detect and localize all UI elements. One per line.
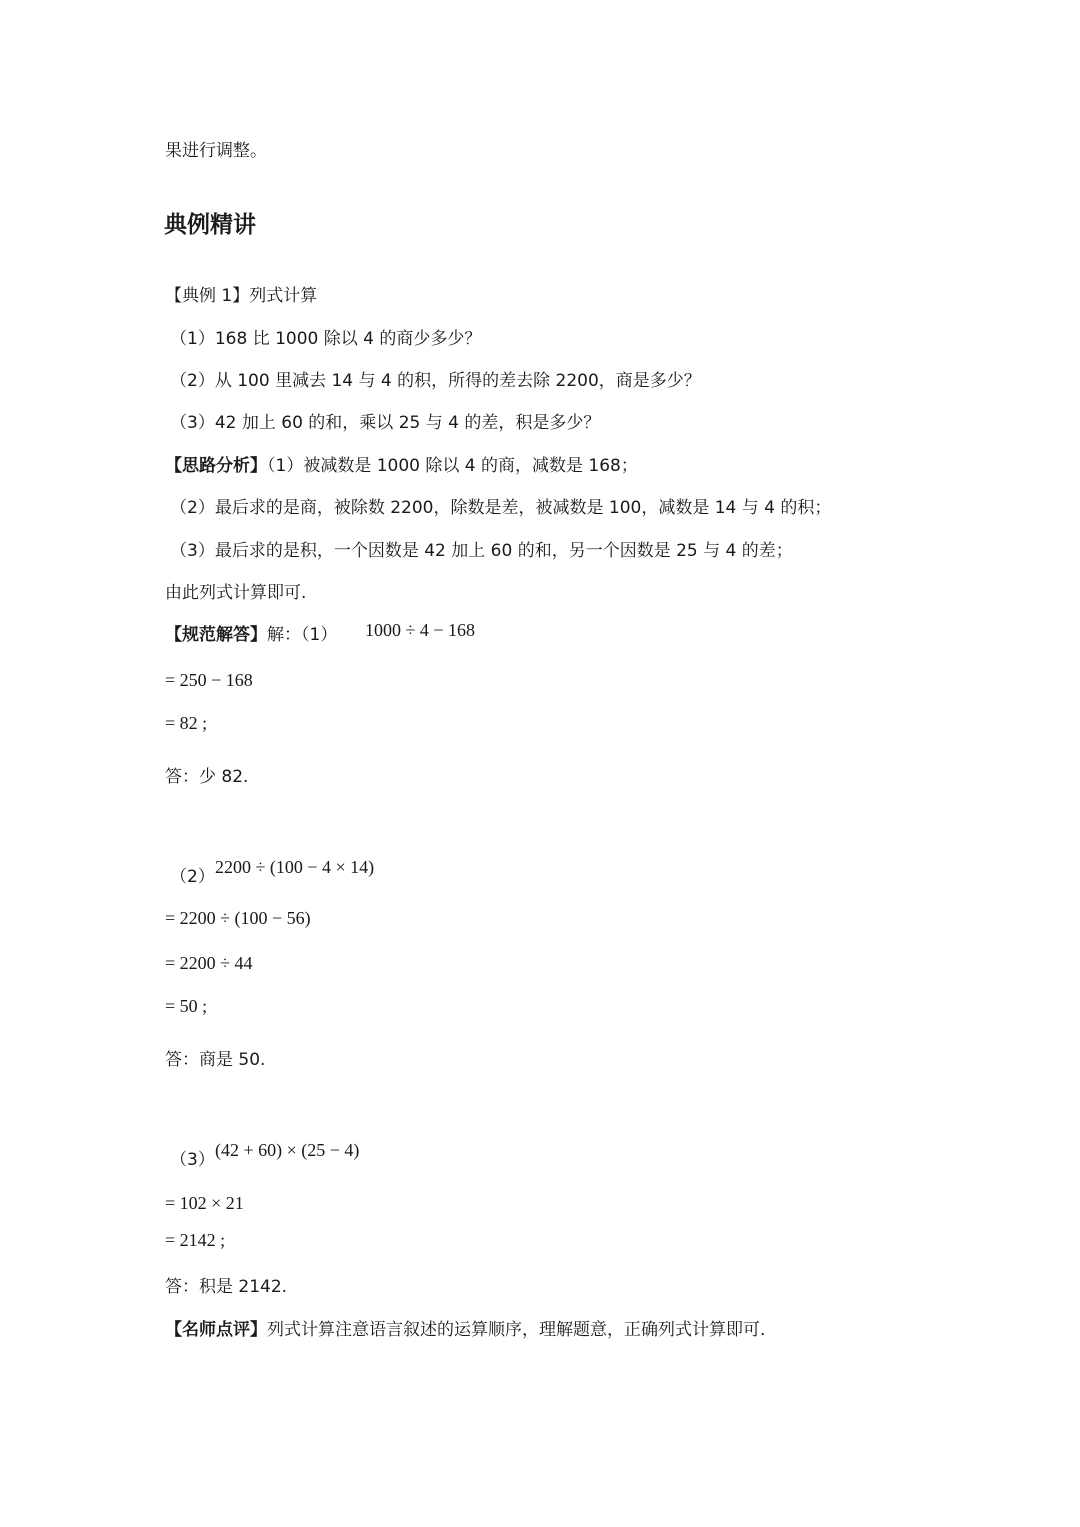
part1-expression: 1000 ÷ 4 − 168: [365, 620, 476, 640]
part2-step-1: = 2200 ÷ (100 − 56): [165, 908, 311, 928]
intro-tail: 果进行调整。: [165, 141, 267, 161]
comment-text: 列式计算注意语言叙述的运算顺序，理解题意，正确列式计算即可.: [267, 1320, 766, 1340]
section-title: 典例精讲: [164, 212, 256, 238]
analysis-label: 【思路分析】: [165, 456, 267, 476]
analysis-conclusion: 由此列式计算即可.: [165, 583, 307, 603]
analysis-line-2: （2）最后求的是商，被除数 2200，除数是差，被减数是 100，减数是 14 与 4 的积；: [170, 498, 832, 518]
question-2: （2）从 100 里减去 14 与 4 的积，所得的差去除 2200，商是多少？: [170, 371, 701, 391]
solution-heading: [165, 623, 337, 647]
part3-step-2: = 2142 ;: [165, 1230, 226, 1250]
part3-step-1: = 102 × 21: [165, 1193, 244, 1213]
part3-answer: 答：积是 2142.: [165, 1277, 288, 1297]
solution-label: 【规范解答】: [165, 625, 267, 645]
part2-step-2: = 2200 ÷ 44: [165, 953, 253, 973]
part1-step-1: = 250 − 168: [165, 670, 253, 690]
comment-label: 【名师点评】: [165, 1320, 267, 1340]
example-label: 【典例 1】: [165, 286, 250, 306]
part1-step-2: = 82 ;: [165, 713, 208, 733]
part2-step-3: = 50 ;: [165, 996, 208, 1016]
part2-number: （2）: [170, 867, 215, 887]
example-title: 列式计算: [249, 286, 318, 306]
part1-answer: 答：少 82.: [165, 767, 249, 787]
analysis-heading: [165, 454, 638, 478]
analysis-line-3: （3）最后求的是积，一个因数是 42 加上 60 的和，另一个因数是 25 与 4 的差；: [170, 541, 793, 561]
question-3: （3）42 加上 60 的和，乘以 25 与 4 的差，积是多少？: [170, 413, 601, 433]
teacher-comment: [165, 1318, 765, 1342]
part3-number: （3）: [170, 1150, 215, 1170]
part2-answer: 答：商是 50.: [165, 1050, 266, 1070]
example-heading: [165, 284, 317, 308]
analysis-first: （1）被减数是 1000 除以 4 的商，减数是 168；: [267, 456, 638, 476]
part3-expression: (42 + 60) × (25 − 4): [215, 1140, 360, 1160]
part2-expression: 2200 ÷ (100 − 4 × 14): [215, 857, 375, 877]
solution-intro: 解：（1）: [267, 625, 338, 645]
question-1: （1）168 比 1000 除以 4 的商少多少？: [170, 329, 482, 349]
